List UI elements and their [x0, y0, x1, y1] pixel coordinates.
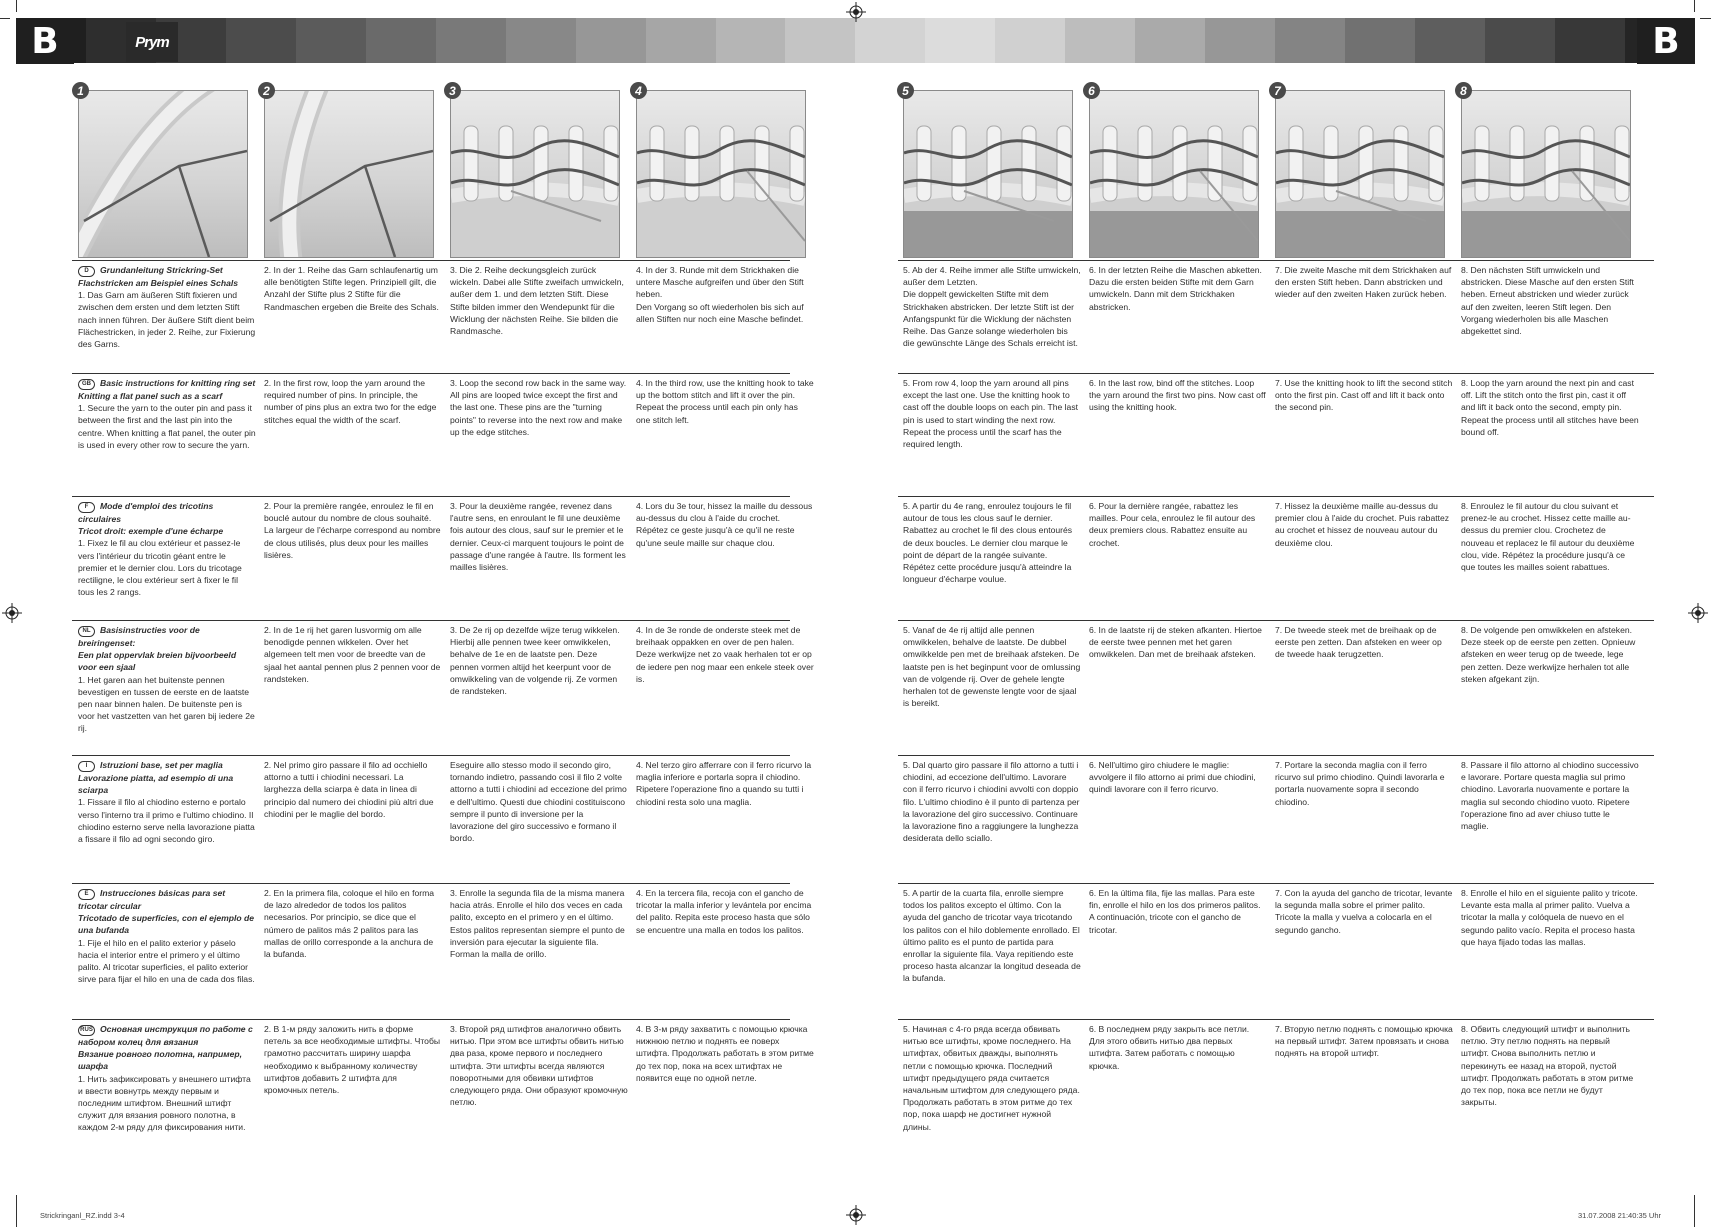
language-code-badge: NL: [78, 626, 95, 637]
step-photo-3: [444, 82, 619, 257]
row-divider: [898, 260, 1654, 261]
instruction-text: 4. В 3-м ряду захватить с помощью крючка нижнюю петлю и поднять ее поверх штифта. Продолжать работать в этом ритме до тех пор, пока на всех штифтах не появится еще по одной петле.: [636, 1024, 814, 1083]
step-photo-4: [630, 82, 805, 257]
language-title-text: Mode d'emploi des tricotins circulaires Tricot droit: exemple d'une écharpe: [78, 501, 224, 537]
registration-mark-icon: [846, 1205, 866, 1225]
row-divider: [72, 496, 790, 497]
instruction-cell: [78, 887, 256, 1019]
instruction-cell: [1089, 1023, 1267, 1173]
instruction-text: 7. Con la ayuda del gancho de tricotar, levante la segunda malla sobre el primer palito. Tricote la malla y vuelva a colocarla en el segundo gancho.: [1275, 888, 1453, 935]
knitting-ring-pin-icon: [78, 90, 248, 258]
instruction-cell: [264, 1023, 442, 1173]
instruction-text: 6. In the last row, bind off the stitches. Loop the yarn around the first two pins. Now cast off using the knitting hook.: [1089, 378, 1266, 413]
row-divider: [72, 755, 790, 756]
step-number-badge: 4: [630, 82, 647, 99]
instruction-cell: [636, 500, 814, 620]
knitting-ring-pin-icon: [903, 90, 1073, 258]
instruction-cell: [78, 264, 256, 374]
step-photo-7: [1269, 82, 1444, 257]
header-color-segment: [1415, 18, 1485, 63]
step-number-badge: 5: [897, 82, 914, 99]
language-title: [78, 377, 256, 402]
step-photo-5: [897, 82, 1072, 257]
instruction-text: 7. Вторую петлю поднять с помощью крючка на первый штифт. Затем провязать и снова поднять на второй штифт.: [1275, 1024, 1453, 1059]
instruction-text: 8. Enrolle el hilo en el siguiente palito y tricote. Levante esta malla al primer palito. Vuelva a tricotar la malla y colóquela de nuevo en el segundo palito vacío. Repita el proceso hasta que haya fijado todas las mallas.: [1461, 888, 1638, 947]
header-color-segment: [1135, 18, 1205, 63]
knitting-ring-pin-icon: [264, 90, 434, 258]
header-color-segment: [296, 18, 366, 63]
instruction-cell: [450, 624, 628, 754]
step-number-badge: 7: [1269, 82, 1286, 99]
instruction-cell: [636, 377, 814, 497]
instruction-cell: [450, 377, 628, 497]
instruction-cell: [636, 759, 814, 883]
instruction-text: Eseguire allo stesso modo il secondo giro, tornando indietro, passando così il filo 2 volte attorno a tutti i chiodini ad eccezione del primo e dell'ultimo. Questi due chiodini costituiscono sempre il punto di inversione per la lavorazione del giro successivo e formano il bordo.: [450, 760, 627, 844]
instruction-text: 4. Lors du 3e tour, hissez la maille du dessous au-dessus du clou à l'aide du crochet. Répétez ce geste jusqu'à ce qu'il ne reste qu'une seule maille sur chaque clou.: [636, 501, 813, 548]
row-divider: [898, 496, 1654, 497]
instruction-text: 1. Das Garn am äußeren Stift fixieren und zwischen dem ersten und dem letzten Stift nach innen führen. Der äußere Stift dient beim Flächestricken, in jeder 2. Reihe, zur Fixierung des Garns.: [78, 290, 256, 350]
crop-mark: [16, 0, 17, 12]
instruction-cell: [1089, 624, 1267, 754]
step-photo-8: [1455, 82, 1630, 257]
knitting-ring-pin-icon: [1275, 90, 1445, 258]
section-letter-left: B: [16, 18, 74, 64]
step-photo-6: [1083, 82, 1258, 257]
instruction-text: 6. В последнем ряду закрыть все петли. Для этого обвить нитью два первых штифта. Затем работать с помощью крючка.: [1089, 1024, 1250, 1071]
language-code-badge: GB: [78, 379, 95, 390]
crop-mark: [1694, 1195, 1695, 1227]
step-number-badge: 3: [444, 82, 461, 99]
instruction-cell: [903, 264, 1081, 374]
instruction-text: 5. A partir du 4e rang, enroulez toujours le fil autour de tous les clous sauf le dernier. Rabattez au crochet le fil des clous entourés de deux boucles. Le dernier clou marque le point de départ de la rangée suivante. Répétez cette procédure jusqu'à atteindre la longueur d'écharpe voulue.: [903, 501, 1073, 585]
step-number-badge: 6: [1083, 82, 1100, 99]
brand-logo: Prym: [126, 22, 178, 62]
knitting-ring-pin-icon: [1461, 90, 1631, 258]
instruction-text: 1. Нить зафиксировать у внешнего штифта и ввести вовнутрь между первым и последним штифтом. Внешний штифт служит для вязания ровного полотна, в каждом 2-м ряду для фиксирования нити.: [78, 1073, 251, 1133]
language-title-text: Basisinstructies voor de breiringenset: Een plat oppervlak breien bijvoorbeeld voor een sjaal: [78, 625, 237, 673]
instruction-cell: [1089, 500, 1267, 620]
header-color-segment: [576, 18, 646, 63]
header-color-segment: [226, 18, 296, 63]
row-divider: [72, 373, 790, 374]
instruction-cell: [1461, 500, 1639, 620]
header-color-segment: [785, 18, 855, 63]
instruction-text: 7. Die zweite Masche mit dem Strickhaken auf den ersten Stift heben. Dann abstricken und wieder auf den zweiten Haken zurück heben.: [1275, 265, 1452, 300]
instruction-text: 1. Fije el hilo en el palito exterior y páselo hacia el interior entre el primero y el último palito. Al tricotar superficies, el palito exterior sirve para fijar el hilo en una de cada dos filas.: [78, 937, 255, 985]
instruction-cell: [264, 264, 442, 374]
instruction-cell: [264, 759, 442, 883]
header-color-segment: [436, 18, 506, 63]
instruction-cell: [1275, 1023, 1453, 1173]
instruction-text: 8. Loop the yarn around the next pin and cast off. Lift the stitch onto the first pin, cast it off and lift it back onto the second, empty pin. Repeat the process until all stitches have been bound off.: [1461, 378, 1639, 437]
instruction-text: 5. Ab der 4. Reihe immer alle Stifte umwickeln, außer dem Letzten. Die doppelt gewickelten Stifte mit dem Strickhaken abstricken. Der letzte Stift ist der Anfangspunkt für die Wicklung der nächsten Reihe. Das Ganze solange wiederholen bis die gewünschte Länge des Schals erreicht ist.: [903, 265, 1081, 349]
instruction-cell: [264, 887, 442, 1019]
language-code-badge: I: [78, 761, 95, 772]
instruction-cell: [1089, 264, 1267, 374]
language-title-text: Instrucciones básicas para set tricotar circular Tricotado de superficies, con el ejemplo de una bufanda: [78, 888, 255, 936]
header-color-segment: [1485, 18, 1555, 63]
instruction-text: 3. Enrolle la segunda fila de la misma manera hacia atrás. Enrolle el hilo dos veces en cada palito, excepto en el primero y en el último. Estos palitos representan siempre el punto de inversión para ejecutar la siguiente fila. Forman la malla de orillo.: [450, 888, 625, 960]
header-color-segment: [1345, 18, 1415, 63]
instruction-text: 5. From row 4, loop the yarn around all pins except the last one. Use the knitting hook to cast off the double loops on each pin. The last pin is used to start winding the next row. Repeat the process until the scarf has the required length.: [903, 378, 1079, 450]
instruction-cell: [903, 500, 1081, 620]
instruction-cell: [636, 1023, 814, 1173]
header-color-bar: [16, 18, 1695, 63]
instruction-text: 2. In de 1e rij het garen lusvormig om alle benodigde pennen wikkelen. Over het algemeen telt men voor de breedte van de sjaal het aantal pennen plus 2 pennen voor de randsteken.: [264, 625, 441, 684]
instruction-cell: [78, 759, 256, 883]
header-color-segment: [716, 18, 786, 63]
instruction-cell: [264, 377, 442, 497]
row-divider: [898, 1019, 1654, 1020]
header-color-segment: [1275, 18, 1345, 63]
instruction-text: 2. En la primera fila, coloque el hilo en forma de lazo alrededor de todos los palitos necesarios. Por principio, se dice que el número de palitos más 2 palitos para las mallas de orillo corresponde a la anchura de la bufanda.: [264, 888, 435, 960]
instruction-cell: [636, 264, 814, 374]
footer-timestamp: 31.07.2008 21:40:35 Uhr: [1578, 1211, 1661, 1220]
row-divider: [72, 883, 790, 884]
language-title-text: Basic instructions for knitting ring set Knitting a flat panel such as a scarf: [78, 378, 256, 401]
instruction-text: 1. Fixez le fil au clou extérieur et passez-le vers l'intérieur du tricotin géant entre le premier et le dernier clou. Lors du tricotage rectiligne, le clou extérieur sert à fixer le fil tous les 2 rangs.: [78, 538, 242, 598]
instruction-cell: [78, 377, 256, 497]
instruction-cell: [1461, 887, 1639, 1019]
instruction-text: 8. Enroulez le fil autour du clou suivant et prenez-le au crochet. Hissez cette maille au-dessus du premier clou. Crochetez de nouveau et replacez le fil autour du deuxième clou, vide. Répétez la procédure jusqu'à ce que toutes les mailles soient rabattues.: [1461, 501, 1635, 573]
instruction-text: 8. De volgende pen omwikkelen en afsteken. Deze steek op de eerste pen zetten. Opnieuw afsteken en weer terug op de tweede, lege pen zetten. Deze werkwijze herhalen tot alle steken afgekant zijn.: [1461, 625, 1636, 684]
instruction-text: 3. Pour la deuxième rangée, revenez dans l'autre sens, en enroulant le fil une deuxième fois autour des clous, sauf sur le premier et le dernier. Ceux-ci marquent toujours le point de passage d'une rangée à l'autre. Ils forment les mailles lisières.: [450, 501, 626, 573]
step-photo-1: [72, 82, 247, 257]
row-divider: [72, 260, 790, 261]
instruction-text: 4. In der 3. Runde mit dem Strickhaken die untere Masche aufgreifen und über den Stift heben. Den Vorgang so oft wiederholen bis sich auf allen Stiften nur noch eine Masche befindet.: [636, 265, 804, 324]
instruction-text: 6. En la última fila, fije las mallas. Para este fin, enrolle el hilo en los dos primeros palitos. A continuación, tricote con el gancho de tricotar.: [1089, 888, 1261, 935]
instruction-cell: [78, 500, 256, 620]
crop-mark: [1694, 0, 1695, 12]
instruction-text: 8. Passare il filo attorno al chiodino successivo e lavorare. Portare questa maglia sul primo chiodino. Lavorarla nuovamente e portare la maglia sul secondo chiodino vuoto. Ripetere l'operazione fino ad aver chiuso tutte le maglie.: [1461, 760, 1639, 832]
instruction-text: 5. A partir de la cuarta fila, enrolle siempre todos los palitos excepto el último. Con la ayuda del gancho de tricotar vaya tricotando los palitos con el hilo doblemente enrollado. El último palito es el punto de partida para enrollar la siguiente fila. Vaya repitiendo este proceso hasta alcanzar la longitud deseada de la bufanda.: [903, 888, 1081, 984]
header-color-segment: [855, 18, 925, 63]
language-code-badge: E: [78, 889, 95, 900]
instruction-text: 7. Portare la seconda maglia con il ferro ricurvo sul primo chiodino. Quindi lavorarla e portarla nuovamente sopra il secondo chiodino.: [1275, 760, 1445, 807]
instruction-cell: [264, 500, 442, 620]
instruction-cell: [1461, 1023, 1639, 1173]
instruction-text: 2. В 1-м ряду заложить нить в форме петель за все необходимые штифты. Чтобы грамотно рассчитать ширину шарфа необходимо к выбранному количеству штифтов добавить 2 штифта для кромочных петель.: [264, 1024, 441, 1096]
header-color-segment: [925, 18, 995, 63]
instruction-text: 6. In der letzten Reihe die Maschen abketten. Dazu die ersten beiden Stifte mit dem Garn umwickeln. Dann mit dem Strickhaken abstricken.: [1089, 265, 1262, 312]
crop-mark: [16, 1195, 17, 1227]
section-letter-right: B: [1637, 18, 1695, 64]
instruction-cell: [450, 264, 628, 374]
instruction-cell: [264, 624, 442, 754]
instruction-cell: [1461, 264, 1639, 374]
instruction-text: 7. Hissez la deuxième maille au-dessus du premier clou à l'aide du crochet. Puis rabattez au crochet et hissez de nouveau autour du deuxième clou.: [1275, 501, 1450, 548]
step-number-badge: 1: [72, 82, 89, 99]
instruction-text: 1. Het garen aan het buitenste pennen bevestigen en tussen de eerste en de laatste pen naar binnen halen. De buitenste pen is voor het vastzetten van het garen bij iedere 2e rij.: [78, 674, 255, 734]
instruction-text: 2. Nel primo giro passare il filo ad occhiello attorno a tutti i chiodini necessari. La larghezza della sciarpa è data in linea di principio dal numero dei chiodini più altri due chiodini per le maglie del bordo.: [264, 760, 434, 819]
row-divider: [898, 883, 1654, 884]
registration-mark-icon: [1688, 603, 1708, 623]
instruction-cell: [450, 500, 628, 620]
instruction-cell: [1275, 264, 1453, 374]
instruction-cell: [636, 624, 814, 754]
instruction-text: 7. Use the knitting hook to lift the second stitch onto the first pin. Cast off and lift it back onto the second pin.: [1275, 378, 1453, 413]
step-number-badge: 2: [258, 82, 275, 99]
registration-mark-icon: [2, 603, 22, 623]
instruction-cell: [903, 377, 1081, 497]
language-title: [78, 264, 256, 289]
instruction-text: 4. In the third row, use the knitting hook to take up the bottom stitch and lift it over the pin. Repeat the process until each pin only has one stitch left.: [636, 378, 814, 425]
instruction-text: 8. Den nächsten Stift umwickeln und abstricken. Diese Masche auf den ersten Stift heben. Erneut abstricken und wieder zurück auf den zweiten, leeren Stift legen. Den Vorgang wiederholen bis alle Maschen abgekettet sind.: [1461, 265, 1634, 337]
crop-mark: [1700, 18, 1711, 19]
instruction-text: 6. Pour la dernière rangée, rabattez les mailles. Pour cela, enroulez le fil autour des deux premiers clous. Rabattez ensuite au crochet.: [1089, 501, 1256, 548]
row-divider: [72, 1019, 790, 1020]
header-color-segment: [506, 18, 576, 63]
instruction-text: 6. Nell'ultimo giro chiudere le maglie: avvolgere il filo attorno ai primi due chiodini, quindi lavorare con il ferro ricurvo.: [1089, 760, 1256, 795]
language-code-badge: D: [78, 266, 95, 277]
instruction-cell: [903, 1023, 1081, 1173]
step-number-badge: 8: [1455, 82, 1472, 99]
language-title-text: Grundanleitung Strickring-Set Flachstricken am Beispiel eines Schals: [78, 265, 239, 288]
instruction-text: 4. In de 3e ronde de onderste steek met de breihaak oppakken en over de pen halen. Deze werkwijze net zo vaak herhalen tot er op de iedere pen nog maar een enkele steek over is.: [636, 625, 814, 684]
instruction-text: 3. Второй ряд штифтов аналогично обвить нитью. При этом все штифты обвить нитью два раза, кроме первого и последнего штифта. Эти штифты всегда являются поворотными для обвивки штифтов следующего ряда. Они образуют кромочную петлю.: [450, 1024, 628, 1108]
language-code-badge: F: [78, 502, 95, 513]
row-divider: [72, 620, 790, 621]
instruction-cell: [450, 759, 628, 883]
knitting-ring-pin-icon: [1089, 90, 1259, 258]
instruction-text: 1. Secure the yarn to the outer pin and pass it between the first and the last pin into the centre. When knitting a flat panel, the outer pin is used in every other row to secure the yarn.: [78, 403, 256, 450]
instruction-cell: [1461, 624, 1639, 754]
header-color-segment: [1205, 18, 1275, 63]
instruction-cell: [1089, 759, 1267, 883]
language-title: [78, 887, 256, 937]
instruction-text: 3. Die 2. Reihe deckungsgleich zurück wickeln. Dabei alle Stifte zweifach umwickeln, außer dem 1. und dem letzten Stift. Diese Stifte bilden immer den Wendepunkt für die Wicklung der nächsten Reihe. Sie bilden die Randmasche.: [450, 265, 624, 337]
instruction-text: 3. De 2e rij op dezelfde wijze terug wikkelen. Hierbij alle pennen twee keer omwikkelen, behalve de 1e en de laatste pen. Deze pennen vormen altijd het keerpunt voor de omwikkeling van de volgende rij. Ze vormen de randsteken.: [450, 625, 620, 697]
instruction-cell: [1461, 759, 1639, 883]
step-photo-2: [258, 82, 433, 257]
instruction-text: 2. Pour la première rangée, enroulez le fil en bouclé autour du nombre de clous souhaité. La largeur de l'écharpe correspond au nombre de clous utilisés, plus deux pour les mailles lisières.: [264, 501, 441, 560]
language-title: [78, 500, 256, 537]
footer-file-info: Strickringanl_RZ.indd 3-4: [40, 1211, 125, 1220]
instruction-cell: [903, 624, 1081, 754]
registration-mark-icon: [846, 2, 866, 22]
instruction-cell: [636, 887, 814, 1019]
instruction-cell: [78, 1023, 256, 1173]
instruction-cell: [1089, 887, 1267, 1019]
language-code-badge: RUS: [78, 1025, 95, 1036]
knitting-ring-pin-icon: [636, 90, 806, 258]
instruction-text: 4. En la tercera fila, recoja con el gancho de tricotar la malla inferior y levántela por encima del palito. Repita este proceso hasta que sólo se encuentre una malla en todos los palitos.: [636, 888, 812, 935]
instruction-text: 4. Nel terzo giro afferrare con il ferro ricurvo la maglia inferiore e portarla sopra il chiodino. Ripetere l'operazione fino a quando su tutti i chiodini resta solo una maglia.: [636, 760, 812, 807]
instruction-text: 8. Обвить следующий штифт и выполнить петлю. Эту петлю поднять на первый штифт. Снова выполнить петлю и перекинуть ее назад на второй, пустой штифт. Продолжать работать в этом ритме до тех пор, пока все петли не будут закрыты.: [1461, 1024, 1634, 1108]
instruction-text: 3. Loop the second row back in the same way. All pins are looped twice except the first and the last one. These pins are the "turning points" to reverse into the next row and make up the edge stitches.: [450, 378, 627, 437]
instruction-text: 2. In the first row, loop the yarn around the required number of pins. In principle, the number of pins plus an extra two for the edge stitches equal the width of the scarf.: [264, 378, 437, 425]
instruction-text: 2. In der 1. Reihe das Garn schlaufenartig um alle benötigten Stifte legen. Prinzipiell gilt, die Anzahl der Stifte plus 2 Stifte für die Randmaschen ergeben die Breite des Schals.: [264, 265, 439, 312]
language-title: [78, 1023, 256, 1073]
instruction-text: 7. De tweede steek met de breihaak op de eerste pen zetten. Dan afsteken en weer op de tweede haak terugzetten.: [1275, 625, 1442, 660]
language-title-text: Istruzioni base, set per maglia Lavorazione piatta, ad esempio di una sciarpa: [78, 760, 234, 796]
instruction-cell: [78, 624, 256, 754]
header-color-segment: [366, 18, 436, 63]
instruction-cell: [903, 759, 1081, 883]
knitting-ring-pin-icon: [450, 90, 620, 258]
header-color-segment: [1065, 18, 1135, 63]
instruction-cell: [1275, 377, 1453, 497]
crop-mark: [0, 18, 10, 19]
row-divider: [898, 755, 1654, 756]
instruction-cell: [1275, 500, 1453, 620]
language-title: [78, 624, 256, 674]
header-color-segment: [646, 18, 716, 63]
instruction-cell: [1461, 377, 1639, 497]
row-divider: [898, 373, 1654, 374]
instruction-cell: [1089, 377, 1267, 497]
instruction-cell: [1275, 887, 1453, 1019]
instruction-cell: [1275, 624, 1453, 754]
instruction-text: 5. Начиная с 4-го ряда всегда обвивать нитью все штифты, кроме последнего. На штифтах, обвитых дважды, выполнять петли с помощью крючка. Последний штифт предыдущего ряда считается начальным штифтом для следующего ряда. Продолжать работать в этом ритме до тех пор, пока шарф не достигнет нужной длины.: [903, 1024, 1080, 1132]
language-title-text: Основная инструкция по работе с набором колец для вязания Вязание ровного полотна, например, шарфа: [78, 1024, 253, 1072]
header-color-segment: [1555, 18, 1625, 63]
instruction-cell: [903, 887, 1081, 1019]
row-divider: [898, 620, 1654, 621]
instruction-cell: [450, 1023, 628, 1173]
instruction-cell: [450, 887, 628, 1019]
instruction-text: 6. In de laatste rij de steken afkanten. Hiertoe de eerste twee pennen met het garen omwikkelen. Dan met de breihaak afsteken.: [1089, 625, 1262, 660]
instruction-text: 1. Fissare il filo al chiodino esterno e portalo verso l'interno tra il primo e l'ultimo chiodino. Il chiodino esterno serve nella lavorazione piatta a fissare il filo ad ogni secondo giro.: [78, 797, 255, 845]
instruction-cell: [1275, 759, 1453, 883]
language-title: [78, 759, 256, 796]
header-color-segment: [995, 18, 1065, 63]
instruction-text: 5. Vanaf de 4e rij altijd alle pennen omwikkelen, behalve de laatste. De dubbel omwikkelde pen met de breihaak afsteken. De laatste pen is het beginpunt voor de omlussing van de volgende rij. Over de gehele lengte herhalen tot de gewenste lengte voor de sjaal is bereikt.: [903, 625, 1081, 709]
instruction-text: 5. Dal quarto giro passare il filo attorno a tutti i chiodini, ad eccezione dell'ultimo. Lavorare con il ferro ricurvo i chiodini avvolti con doppio filo. L'ultimo chiodino è il punto di partenza per la lavorazione del giro successivo. Continuare la lavorazione fino a raggiungere la lunghezza desiderata dello sciallo.: [903, 760, 1080, 844]
